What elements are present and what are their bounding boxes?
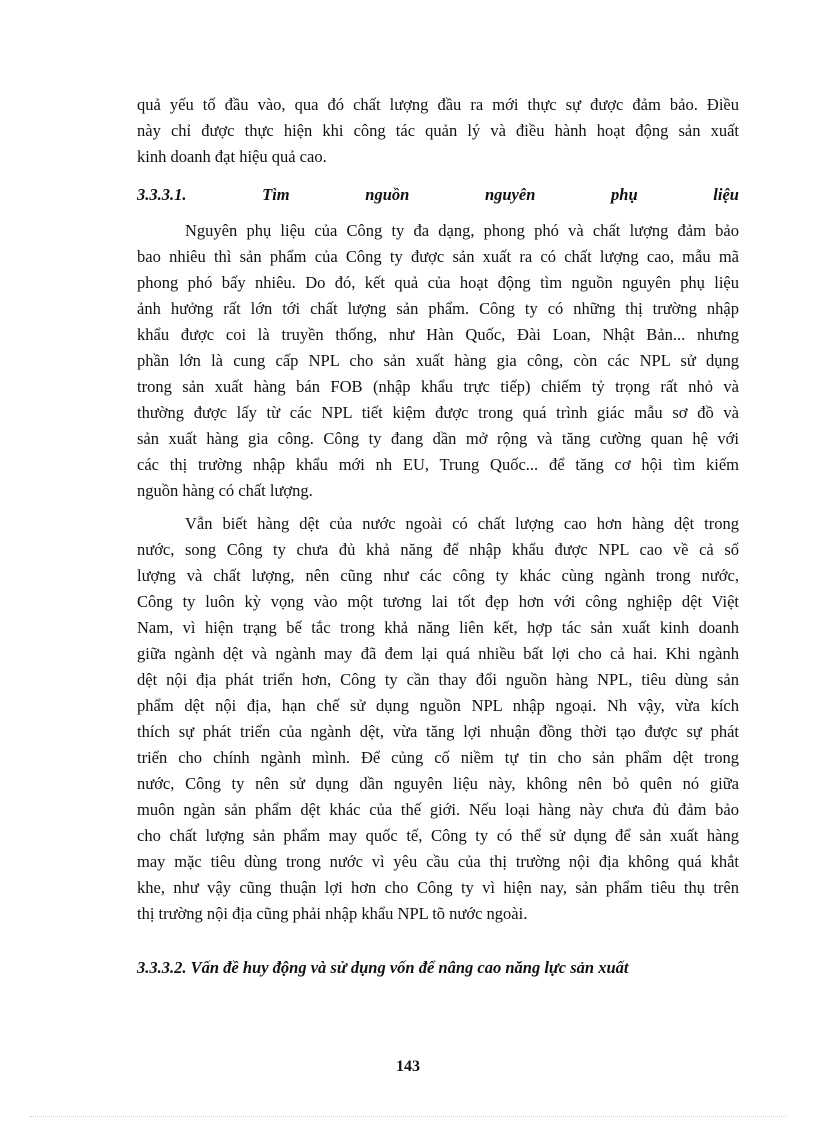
- text-line: nước, Công ty nên sử dụng dần nguyên liệu này, không nên bỏ quên nó giữa: [137, 774, 739, 793]
- text-line: Nam, vì hiện trạng bế tắc trong khả năng liên kết, hợp tác sản xuất kinh doanh: [137, 618, 739, 637]
- text-line: triển cho chính ngành mình. Để củng cố niềm tự tin cho sản phẩm dệt trong: [137, 748, 739, 767]
- text-line: thường được lấy từ các NPL tiết kiệm được trong quá trình giác mẫu sơ đồ và: [137, 403, 739, 422]
- text-line: khe, như vậy cũng thuận lợi hơn cho Công ty vì hiện nay, sản phẩm tiêu thụ trên: [137, 878, 739, 897]
- page-number: 143: [396, 1058, 420, 1075]
- heading-word: liệu: [713, 185, 739, 204]
- paragraph-raw-materials: [137, 218, 739, 504]
- section-number: 3.3.3.1.: [137, 185, 187, 204]
- heading-word: nguyên: [484, 185, 536, 204]
- text-line: Nguyên phụ liệu của Công ty đa dạng, phong phó và chất lượng đảm bảo: [185, 221, 739, 240]
- text-line: thị trường nội địa cũng phải nhập khẩu NPL tõ nước ngoài.: [137, 904, 528, 923]
- text-line: phong phó bấy nhiêu. Do đó, kết quả của hoạt động tìm nguồn nguyên phụ liệu: [137, 273, 739, 292]
- text-line: muôn ngàn sản phẩm dệt khác của thế giới. Nếu loại hàng này chưa đủ đảm bảo: [137, 800, 739, 819]
- page-bottom-rule: [30, 1116, 786, 1117]
- text-line: kinh doanh đạt hiệu quả cao.: [137, 147, 327, 166]
- paragraph-domestic-textile: [137, 511, 739, 927]
- heading-word: phụ: [611, 185, 638, 204]
- text-line: bao nhiêu thì sản phẩm của Công ty được sản xuất ra có chất lượng cao, mẫu mã: [137, 247, 739, 266]
- text-line: trong sản xuất hàng bán FOB (nhập khẩu trực tiếp) chiếm tỷ trọng rất nhỏ và: [137, 377, 739, 396]
- text-line: khẩu được coi là truyền thống, như Hàn Quốc, Đài Loan, Nhật Bản... nhưng: [137, 325, 739, 344]
- intro-paragraph: [137, 92, 739, 170]
- text-line: dệt nội địa phát triển hơn, Công ty cần thay đổi nguồn hàng NPL, tiêu dùng sản: [137, 670, 739, 689]
- text-line: Vẫn biết hàng dệt của nước ngoài có chất lượng cao hơn hàng dệt trong: [185, 514, 739, 533]
- text-line: Công ty luôn kỳ vọng vào một tương lai tốt đẹp hơn với công nghiệp dệt Việt: [137, 592, 739, 611]
- text-line: này chỉ được thực hiện khi công tác quản lý và điều hành hoạt động sản xuất: [137, 121, 739, 140]
- text-line: giữa ngành dệt và ngành may đã đem lại quá nhiều bất lợi cho cả hai. Khi ngành: [137, 644, 739, 663]
- heading-word: nguồn: [365, 185, 410, 204]
- text-line: nguồn hàng có chất lượng.: [137, 481, 313, 500]
- text-line: nước, song Công ty chưa đủ khả năng để nhập khẩu được NPL cao về cả số: [137, 540, 739, 559]
- section-heading-3332: 3.3.3.2. Vấn đề huy động và sử dụng vốn để nâng cao năng lực sản xuất: [137, 958, 629, 977]
- text-line: ảnh hưởng rất lớn tới chất lượng sản phẩm. Công ty có những thị trường nhập: [137, 299, 739, 318]
- text-line: thích sự phát triển của ngành dệt, vừa tăng lợi nhuận đồng thời tạo được sự phát: [137, 722, 739, 741]
- heading-word: Tìm: [262, 185, 290, 204]
- text-line: lượng và chất lượng, nên cũng như các công ty khác cùng ngành trong nước,: [137, 566, 739, 585]
- text-line: phẩm dệt nội địa, hạn chế sử dụng nguồn NPL nhập ngoại. Nh vậy, vừa kích: [137, 696, 739, 715]
- text-line: may mặc tiêu dùng trong nước vì yêu cầu của thị trường nội địa không quá khắt: [137, 852, 739, 871]
- section-heading-3331: [137, 185, 739, 205]
- text-line: cho chất lượng sản phẩm may quốc tế, Công ty có thể sử dụng để sản xuất hàng: [137, 826, 739, 845]
- text-line: phần lớn là cung cấp NPL cho sản xuất hàng gia công, còn các NPL sử dụng: [137, 351, 739, 370]
- text-line: sản xuất hàng gia công. Công ty đang dần mở rộng và tăng cường quan hệ với: [137, 429, 739, 448]
- text-line: quả yếu tố đầu vào, qua đó chất lượng đầu ra mới thực sự được đảm bảo. Điều: [137, 95, 739, 114]
- text-line: các thị trường nhập khẩu mới nh EU, Trung Quốc... để tăng cơ hội tìm kiếm: [137, 455, 739, 474]
